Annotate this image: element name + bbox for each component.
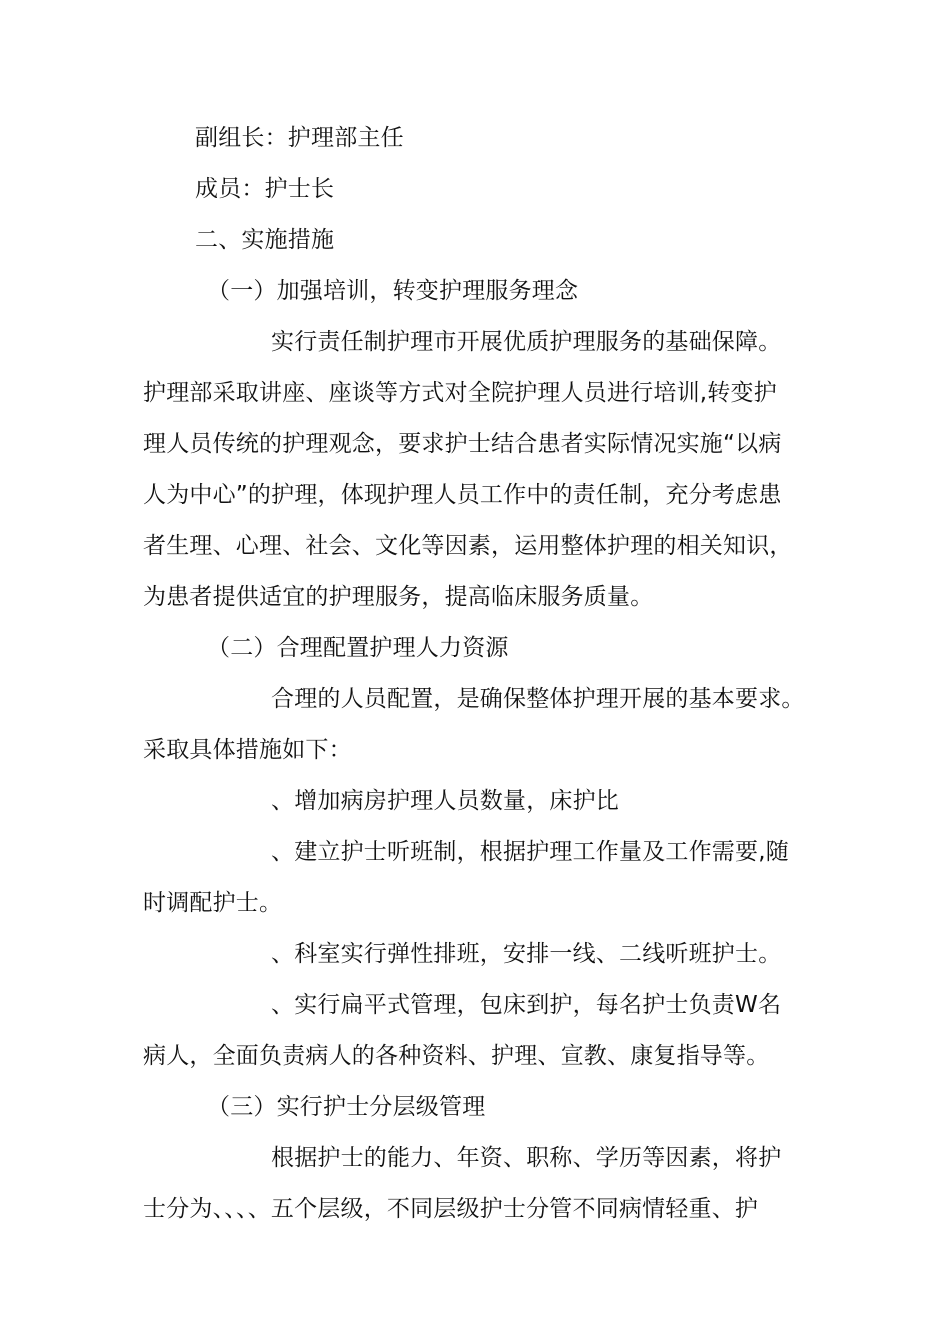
- paragraph-line: 士分为、、、、五个层级，不同层级护士分管不同病情轻重、护: [143, 1196, 759, 1222]
- list-item-line: 、建立护士听班制，根据护理工作量及工作需要,随: [271, 839, 789, 865]
- paragraph-line: 根据护士的能力、年资、职称、学历等因素，将护: [271, 1145, 782, 1171]
- subheading-training: （一）加强培训，转变护理服务理念: [207, 278, 579, 304]
- text-line-members: 成员：护士长: [195, 176, 335, 202]
- paragraph-line: 合理的人员配置，是确保整体护理开展的基本要求。: [271, 686, 805, 712]
- paragraph-line: 采取具体措施如下：: [143, 737, 352, 763]
- subheading-staffing: （二）合理配置护理人力资源: [207, 635, 509, 661]
- text-line-deputy-leader: 副组长：护理部主任: [195, 125, 404, 151]
- list-item-line: 、科室实行弹性排班，安排一线、二线听班护士。: [271, 941, 782, 967]
- paragraph-line: 者生理、心理、社会、文化等因素，运用整体护理的相关知识，: [143, 533, 793, 559]
- paragraph-line: 实行责任制护理市开展优质护理服务的基础保障。: [271, 329, 782, 355]
- paragraph-line: 人为中心”的护理，体现护理人员工作中的责任制，充分考虑患: [143, 482, 782, 508]
- paragraph-line: 护理部采取讲座、座谈等方式对全院护理人员进行培训,转变护: [143, 380, 777, 406]
- list-item-line: 、实行扁平式管理，包床到护，每名护士负责W名: [271, 992, 782, 1018]
- list-item-line: 、增加病房护理人员数量，床护比: [271, 788, 619, 814]
- section-heading-measures: 二、实施措施: [195, 227, 335, 253]
- paragraph-line: 为患者提供适宜的护理服务，提高临床服务质量。: [143, 584, 654, 610]
- list-item-line: 病人，全面负责病人的各种资料、护理、宣教、康复指导等。: [143, 1043, 770, 1069]
- subheading-tiered-management: （三）实行护士分层级管理: [207, 1094, 486, 1120]
- list-item-line: 时调配护士。: [143, 890, 283, 916]
- paragraph-line: 理人员传统的护理观念，要求护士结合患者实际情况实施“以病: [143, 431, 782, 457]
